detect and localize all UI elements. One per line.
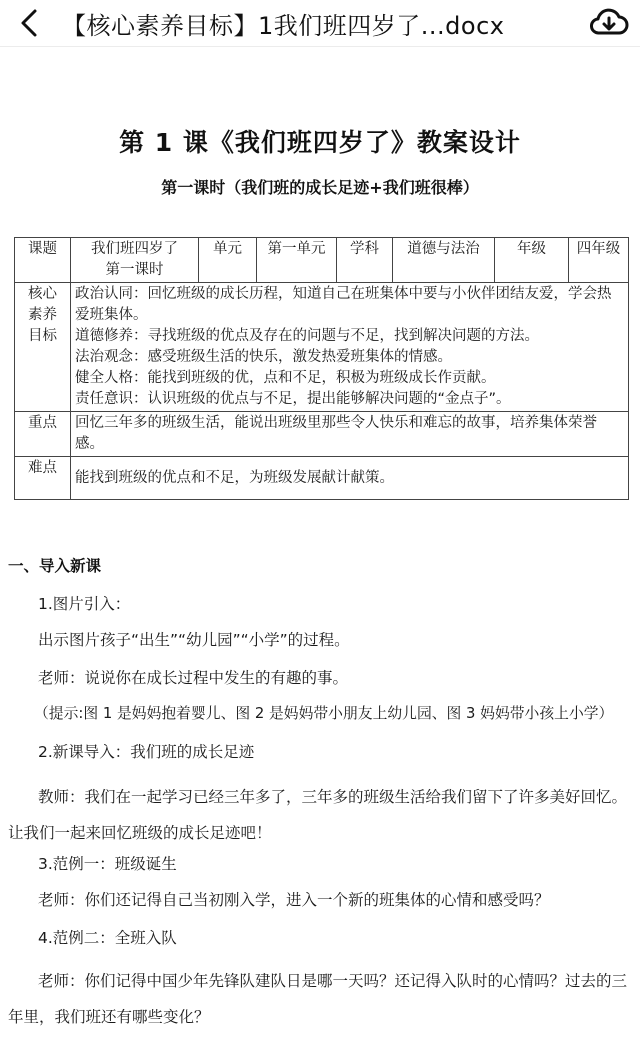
goals-cell: [71, 283, 629, 412]
difficulty-cell: 能找到班级的优点和不足，为班级发展献计献策。: [71, 457, 629, 500]
paragraph: （提示:图 1 是妈妈抱着婴儿、图 2 是妈妈带小朋友上幼儿园、图 3 妈妈带小孩上小学）: [34, 705, 614, 722]
goal-item: 健全人格：能找到班级的优，点和不足，积极为班级成长作贡献。: [75, 370, 496, 386]
paragraph: 老师：你们还记得自己当初刚入学，进入一个新的班集体的心情和感受吗？: [38, 891, 550, 909]
key-label-cell: 重点: [15, 412, 71, 457]
paragraph: 1.图片引入：: [38, 595, 131, 613]
table-cell: 第一单元: [257, 238, 337, 283]
table-cell: [71, 238, 199, 283]
goal-item: 责任意识：认识班级的优点与不足，提出能够解决问题的“金点子”。: [75, 391, 511, 407]
table-row: [15, 238, 629, 283]
paragraph: 老师：说说你在成长过程中发生的有趣的事。: [38, 669, 349, 687]
table-cell: 学科: [337, 238, 393, 283]
paragraph: 2.新课导入：我们班的成长足迹: [38, 743, 255, 761]
goals-label-line: 核心: [28, 286, 57, 302]
cloud-download-button[interactable]: [578, 0, 640, 46]
table-row: [15, 283, 629, 412]
table-cell: 课题: [15, 238, 71, 283]
table-row: [15, 412, 629, 457]
goals-label-cell: [15, 283, 71, 412]
table-cell: 道德与法治: [393, 238, 495, 283]
lesson-title: 第 1 课《我们班四岁了》教案设计: [119, 128, 521, 157]
paragraph: 出示图片孩子“出生”“幼儿园”“小学”的过程。: [38, 631, 350, 649]
goal-item: 道德修养：寻找班级的优点及存在的问题与不足，找到解决问题的方法。: [75, 328, 539, 344]
goals-label-line: 素养: [28, 307, 57, 323]
section-heading: 一、导入新课: [8, 557, 102, 575]
paragraph: 3.范例一：班级诞生: [38, 855, 177, 873]
difficulty-label-cell: 难点: [15, 457, 71, 500]
lesson-period: 第一课时: [105, 262, 164, 278]
goal-item: 政治认同：回忆班级的成长历程，知道自己在班集体中要与小伙伴团结友爱，学会热爱班集体。: [75, 286, 612, 323]
goals-label-line: 目标: [28, 328, 57, 344]
goal-item: 法治观念：感受班级生活的快乐，激发热爱班集体的情感。: [75, 349, 452, 365]
document-title: 【核心素养目标】1我们班四岁了...docx: [62, 11, 505, 40]
chevron-left-icon: [18, 8, 40, 38]
cloud-download-icon: [589, 7, 629, 39]
table-row: [15, 457, 629, 500]
paragraph: 教师：我们在一起学习已经三年多了，三年多的班级生活给我们留下了许多美好回忆。让我们一起来回忆班级的成长足迹吧！: [8, 788, 628, 842]
paragraph: 老师：你们记得中国少年先锋队建队日是哪一天吗？还记得入队时的心情吗？过去的三年里，我们班还有哪些变化？: [8, 972, 628, 1026]
back-button[interactable]: [0, 0, 58, 46]
table-cell: 四年级: [569, 238, 629, 283]
key-cell: 回忆三年多的班级生活，能说出班级里那些令人快乐和难忘的故事，培养集体荣誉感。: [71, 412, 629, 457]
lesson-plan-table: [14, 237, 629, 500]
table-cell: 年级: [495, 238, 569, 283]
top-bar: [0, 0, 640, 47]
lesson-subtitle: 第一课时（我们班的成长足迹+我们班很棒）: [161, 178, 479, 197]
paragraph: 4.范例二：全班入队: [38, 929, 177, 947]
lesson-name: 我们班四岁了: [91, 241, 178, 257]
table-cell: 单元: [199, 238, 257, 283]
